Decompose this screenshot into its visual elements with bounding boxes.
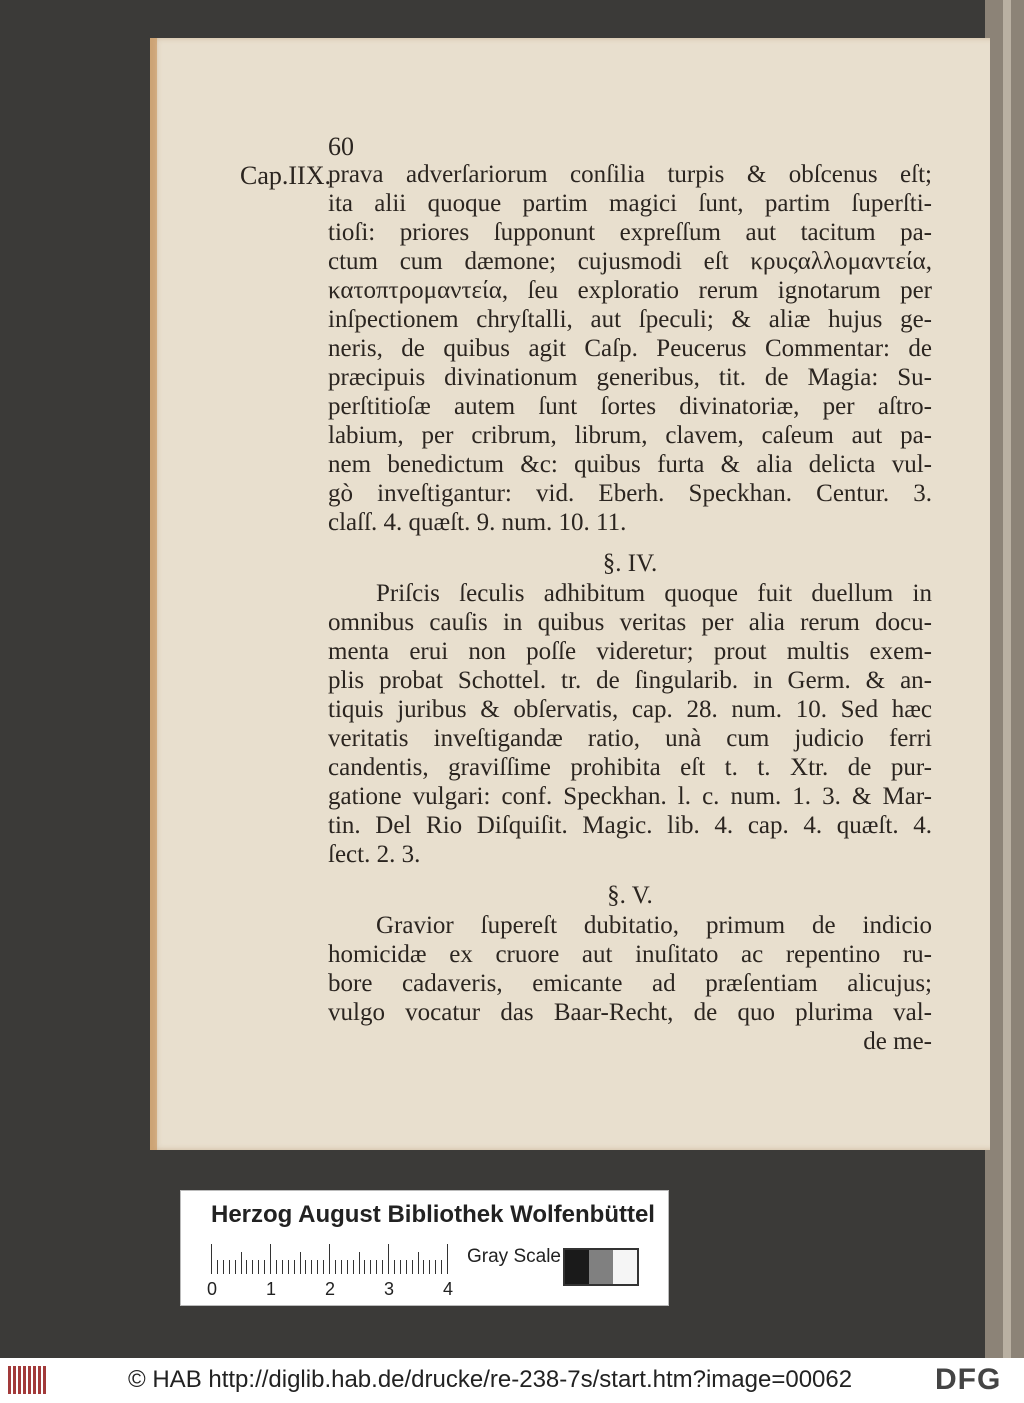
dfg-logo[interactable]: DFG [935,1363,1002,1396]
ruler-tick [276,1260,277,1274]
ruler-tick [305,1260,306,1274]
text-line: prava adverſariorum conſilia turpis & obſcenus eſt; [328,161,932,188]
logo-bar [8,1366,11,1394]
text-line: κατοπτρομαντεία, ſeu exploratio rerum ignotarum per [328,277,932,304]
text-line: omnibus cauſis in quibus veritas per alia rerum docu- [328,609,932,636]
ruler-tick [252,1260,253,1274]
ruler-tick [300,1252,301,1274]
page-text [328,160,932,1056]
logo-bar [28,1366,31,1394]
text-line: tioſi: priores ſupponunt expreſſum aut tacitum pa- [328,219,932,246]
ruler-tick [270,1244,271,1274]
ruler-tick [364,1260,365,1274]
ruler-tick [382,1260,383,1274]
ruler-tick [241,1252,242,1274]
logo-bar [23,1366,26,1394]
page-edge-shadow [150,38,157,1150]
text-line: candentis, graviſſime prohibita eſt t. t. Xtr. de pur- [328,754,932,781]
footer-link[interactable]: © HAB http://diglib.hab.de/drucke/re-238-7s/start.htm?image=00062 [128,1366,853,1393]
library-color-card [180,1190,669,1306]
chapter-label: Cap.IIX. [240,161,331,190]
text-line: ſect. 2. 3. [328,841,421,868]
text-line: plis probat Schottel. tr. de ſingularib. in Germ. & an- [328,667,932,694]
ruler-tick [406,1260,407,1274]
ruler-tick [246,1260,247,1274]
text-line: veritatis inveſtigandæ ratio, unà cum judicio ferri [328,725,932,752]
ruler-tick [317,1260,318,1274]
text-line: menta erui non poſſe videretur; prout multis exem- [328,638,932,665]
ruler-tick [347,1260,348,1274]
ruler-tick [223,1260,224,1274]
ruler-tick [264,1260,265,1274]
ruler-tick [400,1260,401,1274]
hab-logo-icon[interactable] [8,1366,48,1394]
ruler-tick [435,1260,436,1274]
ruler-tick [447,1244,448,1274]
logo-bar [33,1366,36,1394]
text-line: tiquis juribus & obſervatis, cap. 28. num. 10. Sed hæc [328,696,932,723]
text-line: neris, de quibus agit Caſp. Peucerus Commentar: de [328,335,932,362]
text-line: gò inveſtigantur: vid. Eberh. Speckhan. Centur. 3. [328,480,932,507]
ruler-tick [282,1260,283,1274]
text-line: præcipuis divinationum generibus, tit. de Magia: Su- [328,364,932,391]
text-line: vulgo vocatur das Baar-Recht, de quo plurima val- [328,999,932,1026]
logo-bar [43,1366,46,1394]
ruler-tick [294,1260,295,1274]
logo-bar [18,1366,21,1394]
text-line: de me- [863,1028,932,1055]
footer-bar [0,1358,1024,1403]
ruler-tick [323,1260,324,1274]
ruler-tick [394,1260,395,1274]
text-line: claſſ. 4. quæſt. 9. num. 10. 11. [328,509,627,536]
text-line: nem benedictum &c: quibus furta & alia delicta vul- [328,451,932,478]
ruler-tick [329,1244,330,1274]
text-line: ctum cum dæmone; cujusmodi eſt κρυςαλλομαντεία, [328,248,932,275]
text-line: bore cadaveris, emicante ad præſentiam alicujus; [328,970,932,997]
ruler-tick [229,1260,230,1274]
logo-bar [13,1366,16,1394]
text-line: homicidæ ex cruore aut inuſitato ac repentino ru- [328,941,932,968]
section-heading: §. IV. [602,550,658,577]
ruler-number: 3 [384,1279,395,1299]
ruler-tick [359,1252,360,1274]
ruler-tick [423,1260,424,1274]
ruler-tick [311,1260,312,1274]
ruler-tick [288,1260,289,1274]
ruler-tick [235,1260,236,1274]
ruler-tick [429,1260,430,1274]
ruler [211,1244,449,1274]
ruler-tick [258,1260,259,1274]
ruler-tick [335,1260,336,1274]
library-title: Herzog August Bibliothek Wolfenbüttel [211,1201,655,1228]
text-line: perſtitioſæ autem ſunt ſortes divinatoriæ, per aſtro- [328,393,932,420]
book-page [150,38,990,1150]
section-heading: §. V. [607,882,653,909]
gray-swatch [589,1250,613,1284]
ruler-tick [341,1260,342,1274]
ruler-tick [217,1260,218,1274]
ruler-tick [211,1244,212,1274]
ruler-tick [418,1252,419,1274]
book-edge-strip [1003,0,1011,1358]
text-line: gatione vulgari: conf. Speckhan. l. c. num. 1. 3. & Mar- [328,783,932,810]
gray-scale-bar [563,1248,639,1286]
ruler-tick [376,1260,377,1274]
ruler-number: 4 [443,1279,454,1299]
text-line: Gravior ſupereſt dubitatio, primum de indicio [376,912,932,939]
text-line: ita alii quoque partim magici ſunt, partim ſuperſti- [328,190,932,217]
ruler-tick [353,1260,354,1274]
page-number: 60 [328,132,354,161]
text-line: tin. Del Rio Diſquiſit. Magic. lib. 4. cap. 4. quæſt. 4. [328,812,932,839]
ruler-number: 2 [325,1279,336,1299]
text-line: labium, per cribrum, librum, clavem, caſeum aut pa- [328,422,932,449]
ruler-tick [388,1244,389,1274]
gray-scale-label: Gray Scale [467,1246,561,1267]
logo-bar [38,1366,41,1394]
text-line: Priſcis ſeculis adhibitum quoque fuit duellum in [376,580,932,607]
text-line: inſpectionem chryſtalli, aut ſpeculi; & aliæ hujus ge- [328,306,932,333]
ruler-number: 0 [207,1279,218,1299]
gray-swatch [565,1250,589,1284]
ruler-tick [441,1260,442,1274]
ruler-tick [412,1260,413,1274]
ruler-tick [370,1260,371,1274]
gray-swatch [613,1250,637,1284]
ruler-number: 1 [266,1279,277,1299]
